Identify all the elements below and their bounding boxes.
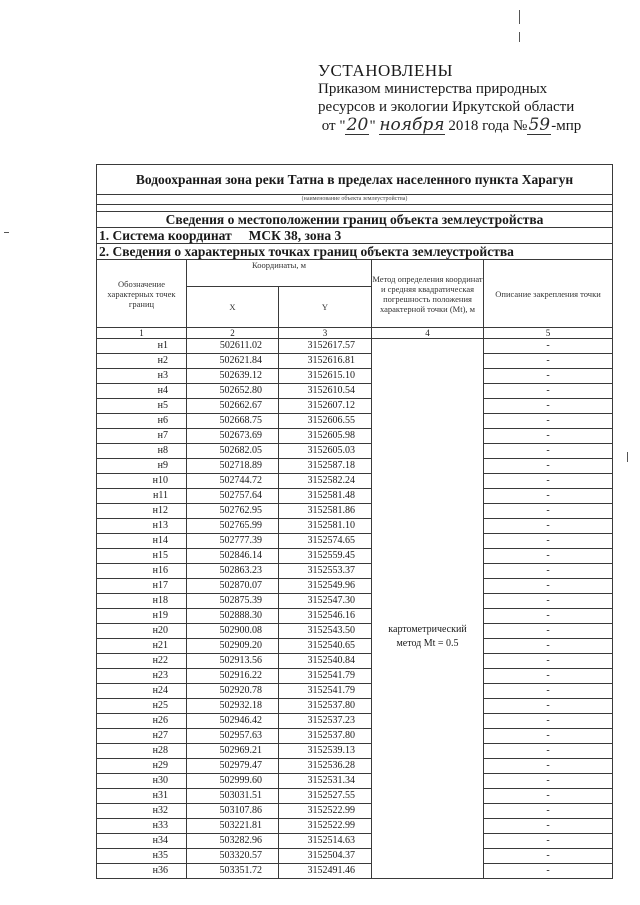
fixing-desc: -: [484, 744, 613, 759]
coord-y: 3152605.03: [279, 444, 372, 459]
coord-x: 502913.56: [187, 654, 279, 669]
fixing-desc: -: [484, 354, 613, 369]
method-accuracy: метод Mt = 0.5: [396, 637, 459, 649]
table-row: [97, 729, 613, 744]
fixing-desc: -: [484, 804, 613, 819]
header-coords: Координаты, м: [187, 260, 372, 287]
table-row: [97, 534, 613, 549]
table-row: [97, 564, 613, 579]
fixing-desc: -: [484, 834, 613, 849]
coord-y: 3152522.99: [279, 804, 372, 819]
coord-x: 502639.12: [187, 369, 279, 384]
coord-y: 3152581.86: [279, 504, 372, 519]
point-id: н21: [97, 639, 187, 654]
coord-y: 3152587.18: [279, 459, 372, 474]
point-id: н24: [97, 684, 187, 699]
coord-x: 502744.72: [187, 474, 279, 489]
point-id: н34: [97, 834, 187, 849]
coord-x: 502920.78: [187, 684, 279, 699]
coord-y: 3152539.13: [279, 744, 372, 759]
coord-system-label: 1. Система координат: [99, 228, 232, 243]
coord-y: 3152541.79: [279, 669, 372, 684]
coord-x: 502673.69: [187, 429, 279, 444]
coord-y: 3152607.12: [279, 399, 372, 414]
point-id: н32: [97, 804, 187, 819]
table-row: [97, 504, 613, 519]
fixing-desc: -: [484, 729, 613, 744]
table-row: [97, 474, 613, 489]
coord-y: 3152615.10: [279, 369, 372, 384]
fixing-desc: -: [484, 849, 613, 864]
fixing-desc: -: [484, 504, 613, 519]
table-row: [97, 834, 613, 849]
coord-y: 3152540.65: [279, 639, 372, 654]
coord-y: 3152541.79: [279, 684, 372, 699]
point-id: н22: [97, 654, 187, 669]
point-id: н5: [97, 399, 187, 414]
coord-y: 3152536.28: [279, 759, 372, 774]
point-id: н35: [97, 849, 187, 864]
approval-from: от ": [321, 118, 346, 134]
table-row: [97, 339, 613, 354]
fixing-desc: -: [484, 564, 613, 579]
coord-y: 3152581.48: [279, 489, 372, 504]
coord-y: 3152504.37: [279, 849, 372, 864]
fixing-desc: -: [484, 369, 613, 384]
method-cell: [372, 339, 484, 879]
coord-y: 3152581.10: [279, 519, 372, 534]
table-row: [97, 864, 613, 879]
point-id: н3: [97, 369, 187, 384]
point-id: н1: [97, 339, 187, 354]
approval-day: 20: [346, 115, 369, 135]
point-id: н23: [97, 669, 187, 684]
table-row: [97, 849, 613, 864]
table-row: [97, 354, 613, 369]
coord-y: 3152514.63: [279, 834, 372, 849]
fixing-desc: -: [484, 624, 613, 639]
col-number: 1: [97, 328, 187, 339]
spacer-row: [97, 205, 613, 212]
coord-y: 3152606.55: [279, 414, 372, 429]
point-id: н9: [97, 459, 187, 474]
coord-x: 502846.14: [187, 549, 279, 564]
point-id: н27: [97, 729, 187, 744]
point-id: н18: [97, 594, 187, 609]
table-row: [97, 414, 613, 429]
point-id: н15: [97, 549, 187, 564]
scan-mark: [519, 32, 520, 42]
coord-x: 503351.72: [187, 864, 279, 879]
fixing-desc: -: [484, 444, 613, 459]
table-row: [97, 549, 613, 564]
coord-y: 3152559.45: [279, 549, 372, 564]
point-id: н31: [97, 789, 187, 804]
table-row: [97, 639, 613, 654]
fixing-desc: -: [484, 669, 613, 684]
fixing-desc: -: [484, 714, 613, 729]
table-row: [97, 399, 613, 414]
table-row: [97, 594, 613, 609]
table-body: [97, 339, 613, 879]
fixing-desc: -: [484, 459, 613, 474]
point-id: н12: [97, 504, 187, 519]
coord-x: 502946.42: [187, 714, 279, 729]
point-id: н26: [97, 714, 187, 729]
table-row: [97, 654, 613, 669]
points-heading: 2. Сведения о характерных точках границ объекта землеустройства: [97, 244, 613, 260]
scan-mark: [519, 10, 520, 24]
method-text: картометрический: [388, 623, 467, 635]
coord-y: 3152605.98: [279, 429, 372, 444]
fixing-desc: -: [484, 684, 613, 699]
point-id: н2: [97, 354, 187, 369]
coord-y: 3152537.80: [279, 729, 372, 744]
fixing-desc: -: [484, 474, 613, 489]
coord-x: 502682.05: [187, 444, 279, 459]
table-row: [97, 429, 613, 444]
header-y: Y: [279, 287, 372, 328]
boundary-table: [96, 164, 613, 879]
fixing-desc: -: [484, 399, 613, 414]
table-row: [97, 369, 613, 384]
col-number: 5: [484, 328, 613, 339]
fixing-desc: -: [484, 519, 613, 534]
table-row: [97, 699, 613, 714]
table-row: [97, 519, 613, 534]
point-id: н28: [97, 744, 187, 759]
coord-y: 3152522.99: [279, 819, 372, 834]
point-id: н19: [97, 609, 187, 624]
coord-y: 3152537.23: [279, 714, 372, 729]
fixing-desc: -: [484, 339, 613, 354]
fixing-desc: -: [484, 414, 613, 429]
coord-x: 503282.96: [187, 834, 279, 849]
table-row: [97, 459, 613, 474]
approval-line-2: ресурсов и экологии Иркутской области: [318, 99, 575, 115]
fixing-desc: -: [484, 654, 613, 669]
scan-mark: [627, 452, 628, 462]
coord-x: 502777.39: [187, 534, 279, 549]
table-row: [97, 804, 613, 819]
fixing-desc: -: [484, 534, 613, 549]
coord-x: 502909.20: [187, 639, 279, 654]
approval-line-1: Приказом министерства природных: [318, 81, 548, 97]
coord-x: 502969.21: [187, 744, 279, 759]
approval-title: УСТАНОВЛЕНЫ: [318, 61, 453, 80]
coord-y: 3152537.80: [279, 699, 372, 714]
coord-x: 502888.30: [187, 609, 279, 624]
fixing-desc: -: [484, 489, 613, 504]
table-row: [97, 684, 613, 699]
coord-x: 502999.60: [187, 774, 279, 789]
header-fixing: Описание закрепления точки: [484, 260, 613, 328]
approval-suffix: -мпр: [551, 118, 582, 134]
fixing-desc: -: [484, 819, 613, 834]
fixing-desc: -: [484, 594, 613, 609]
coord-y: 3152582.24: [279, 474, 372, 489]
coord-x: 502757.64: [187, 489, 279, 504]
coord-y: 3152617.57: [279, 339, 372, 354]
coord-y: 3152546.16: [279, 609, 372, 624]
coord-x: 503031.51: [187, 789, 279, 804]
scan-mark: [4, 232, 9, 233]
fixing-desc: -: [484, 789, 613, 804]
table-row: [97, 609, 613, 624]
coord-x: 502621.84: [187, 354, 279, 369]
fixing-desc: -: [484, 774, 613, 789]
coord-x: 502916.22: [187, 669, 279, 684]
coord-x: 502652.80: [187, 384, 279, 399]
point-id: н33: [97, 819, 187, 834]
fixing-desc: -: [484, 639, 613, 654]
point-id: н29: [97, 759, 187, 774]
table-row: [97, 819, 613, 834]
approval-number: 59: [528, 115, 551, 135]
coord-system-value: МСК 38, зона 3: [248, 228, 342, 243]
document-title: Водоохранная зона реки Татна в пределах населенного пункта Харагун: [97, 165, 613, 195]
point-id: н7: [97, 429, 187, 444]
approval-quote: ": [369, 118, 376, 134]
point-id: н11: [97, 489, 187, 504]
table-row: [97, 384, 613, 399]
coord-x: 502863.23: [187, 564, 279, 579]
table-row: [97, 714, 613, 729]
coord-y: 3152543.50: [279, 624, 372, 639]
document-title-caption: (наименование объекта землеустройства): [97, 195, 613, 205]
table-row: [97, 579, 613, 594]
table-row: [97, 624, 613, 639]
coord-x: 502979.47: [187, 759, 279, 774]
coord-y: 3152574.65: [279, 534, 372, 549]
header-method: Метод определения координат и средняя квадратическая погрешность положения характерной точки (Mt), м: [372, 260, 484, 328]
fixing-desc: -: [484, 549, 613, 564]
coord-y: 3152540.84: [279, 654, 372, 669]
coord-x: 502668.75: [187, 414, 279, 429]
coord-x: 502611.02: [187, 339, 279, 354]
coord-x: 502870.07: [187, 579, 279, 594]
col-number: 3: [279, 328, 372, 339]
coord-x: 502900.08: [187, 624, 279, 639]
coord-x: 502762.95: [187, 504, 279, 519]
point-id: н6: [97, 414, 187, 429]
coord-x: 502662.67: [187, 399, 279, 414]
table-row: [97, 789, 613, 804]
coord-x: 502932.18: [187, 699, 279, 714]
fixing-desc: -: [484, 429, 613, 444]
table-row: [97, 489, 613, 504]
point-id: н30: [97, 774, 187, 789]
approval-date-line: [318, 116, 618, 135]
table-row: [97, 759, 613, 774]
fixing-desc: -: [484, 384, 613, 399]
coord-x: 502875.39: [187, 594, 279, 609]
coord-system-row: [97, 228, 613, 244]
coord-x: 503320.57: [187, 849, 279, 864]
col-number: 2: [187, 328, 279, 339]
coord-x: 502957.63: [187, 729, 279, 744]
header-point: Обозначение характерных точек границ: [97, 260, 187, 328]
coord-y: 3152610.54: [279, 384, 372, 399]
coord-y: 3152547.30: [279, 594, 372, 609]
coord-y: 3152527.55: [279, 789, 372, 804]
point-id: н4: [97, 384, 187, 399]
coord-x: 502718.89: [187, 459, 279, 474]
coord-x: 503107.86: [187, 804, 279, 819]
fixing-desc: -: [484, 699, 613, 714]
header-x: X: [187, 287, 279, 328]
fixing-desc: -: [484, 864, 613, 879]
point-id: н17: [97, 579, 187, 594]
coord-y: 3152553.37: [279, 564, 372, 579]
table-row: [97, 744, 613, 759]
coord-y: 3152491.46: [279, 864, 372, 879]
table-row: [97, 444, 613, 459]
point-id: н20: [97, 624, 187, 639]
fixing-desc: -: [484, 579, 613, 594]
point-id: н14: [97, 534, 187, 549]
coord-x: 503221.81: [187, 819, 279, 834]
point-id: н16: [97, 564, 187, 579]
coord-y: 3152531.34: [279, 774, 372, 789]
coord-x: 502765.99: [187, 519, 279, 534]
col-number: 4: [372, 328, 484, 339]
fixing-desc: -: [484, 609, 613, 624]
point-id: н8: [97, 444, 187, 459]
point-id: н36: [97, 864, 187, 879]
section-heading: Сведения о местоположении границ объекта землеустройства: [97, 212, 613, 228]
point-id: н13: [97, 519, 187, 534]
approval-year: 2018 года №: [448, 118, 528, 134]
table-row: [97, 669, 613, 684]
coord-y: 3152616.81: [279, 354, 372, 369]
table-row: [97, 774, 613, 789]
fixing-desc: -: [484, 759, 613, 774]
point-id: н25: [97, 699, 187, 714]
approval-block: [318, 62, 618, 135]
approval-month: ноября: [379, 115, 445, 135]
coord-y: 3152549.96: [279, 579, 372, 594]
point-id: н10: [97, 474, 187, 489]
